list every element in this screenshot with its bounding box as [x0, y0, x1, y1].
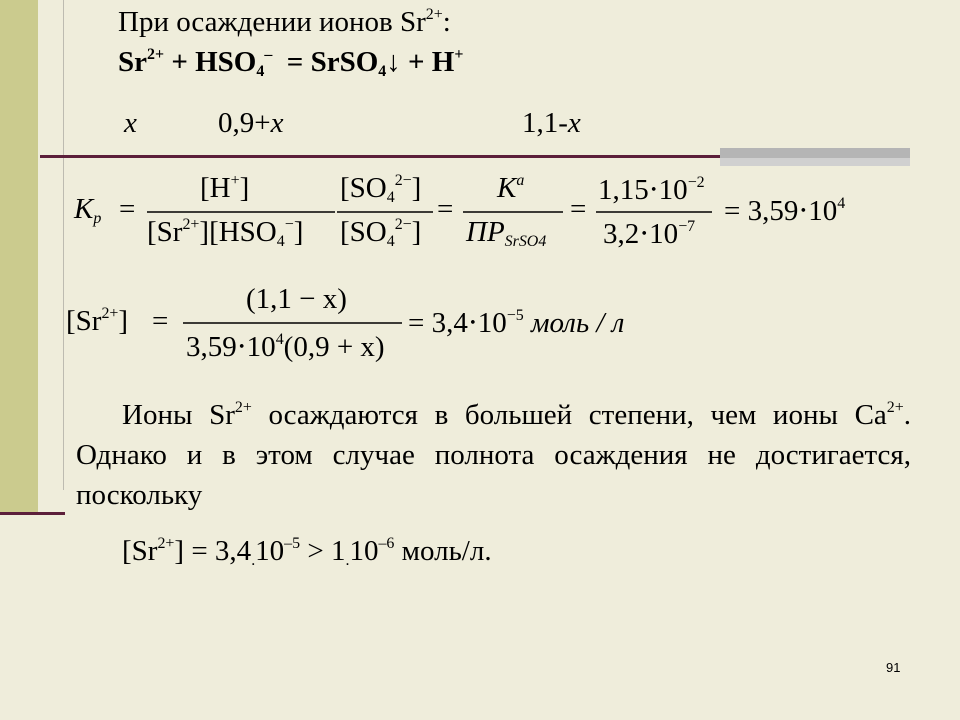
- heading-line: При осаждении ионов $Sr^{2+}$:: [118, 6, 451, 38]
- final-inequality: $[Sr^{2+}] = 3,4_.10^{-5} > 1_.10^{-6}$ моль/л.: [122, 535, 492, 569]
- eq2-lhs: $[Sr^{2+}]$: [66, 305, 129, 337]
- eq1-num-so4: $[SO_4^{2-}]$: [340, 172, 422, 206]
- eq1-num-value: $1,15\cdot 10^{-2}$: [598, 174, 705, 206]
- eq1-pr: $ПР_{SrSO4}$: [466, 216, 547, 250]
- eq2-denominator: $3,59\cdot 10^4(0,9 + x)$: [186, 331, 385, 363]
- eq2-result: = $3,4\cdot 10^{-5}$ моль / л: [408, 307, 625, 339]
- eq1-den-sr-hso4: $[Sr^{2+}][HSO_4^-]$: [147, 216, 304, 250]
- eq2-numerator: (1,1 − x): [246, 283, 347, 315]
- eq1-num-h: [H+]: [200, 172, 250, 204]
- precipitate-arrow-icon: ↓: [386, 46, 401, 78]
- amount-hso4: 0,9+x: [218, 107, 284, 139]
- eq1-equals-2: =: [437, 193, 454, 225]
- eq2-equals-1: =: [152, 305, 169, 337]
- eq1-ka: $K^a$: [497, 172, 525, 204]
- explanation-paragraph: Ионы $Sr^{2+}$ осаждаются в большей степени, чем ионы $Ca^{2+}$. Однако и в этом случае полнота осаждения не достигается, поскольку: [76, 399, 911, 511]
- amount-sr: x: [124, 107, 137, 139]
- reaction-equation: $Sr^{2+} + HSO_4^-$ = SrSO$_4$↓ + H+: [118, 46, 464, 80]
- eq1-den-so4: $[SO_4^{2-}]$: [340, 216, 422, 250]
- eq1-result: = $3,59\cdot 10^4$: [724, 195, 846, 227]
- amount-h: 1,1-x: [522, 107, 581, 139]
- eq1-equals-1: =: [119, 193, 136, 225]
- eq1-equals-3: =: [570, 193, 587, 225]
- eq1-den-value: $3,2\cdot 10^{-7}$: [603, 218, 696, 250]
- kp-symbol: $K_p$: [74, 193, 102, 227]
- page-number: 91: [886, 660, 901, 675]
